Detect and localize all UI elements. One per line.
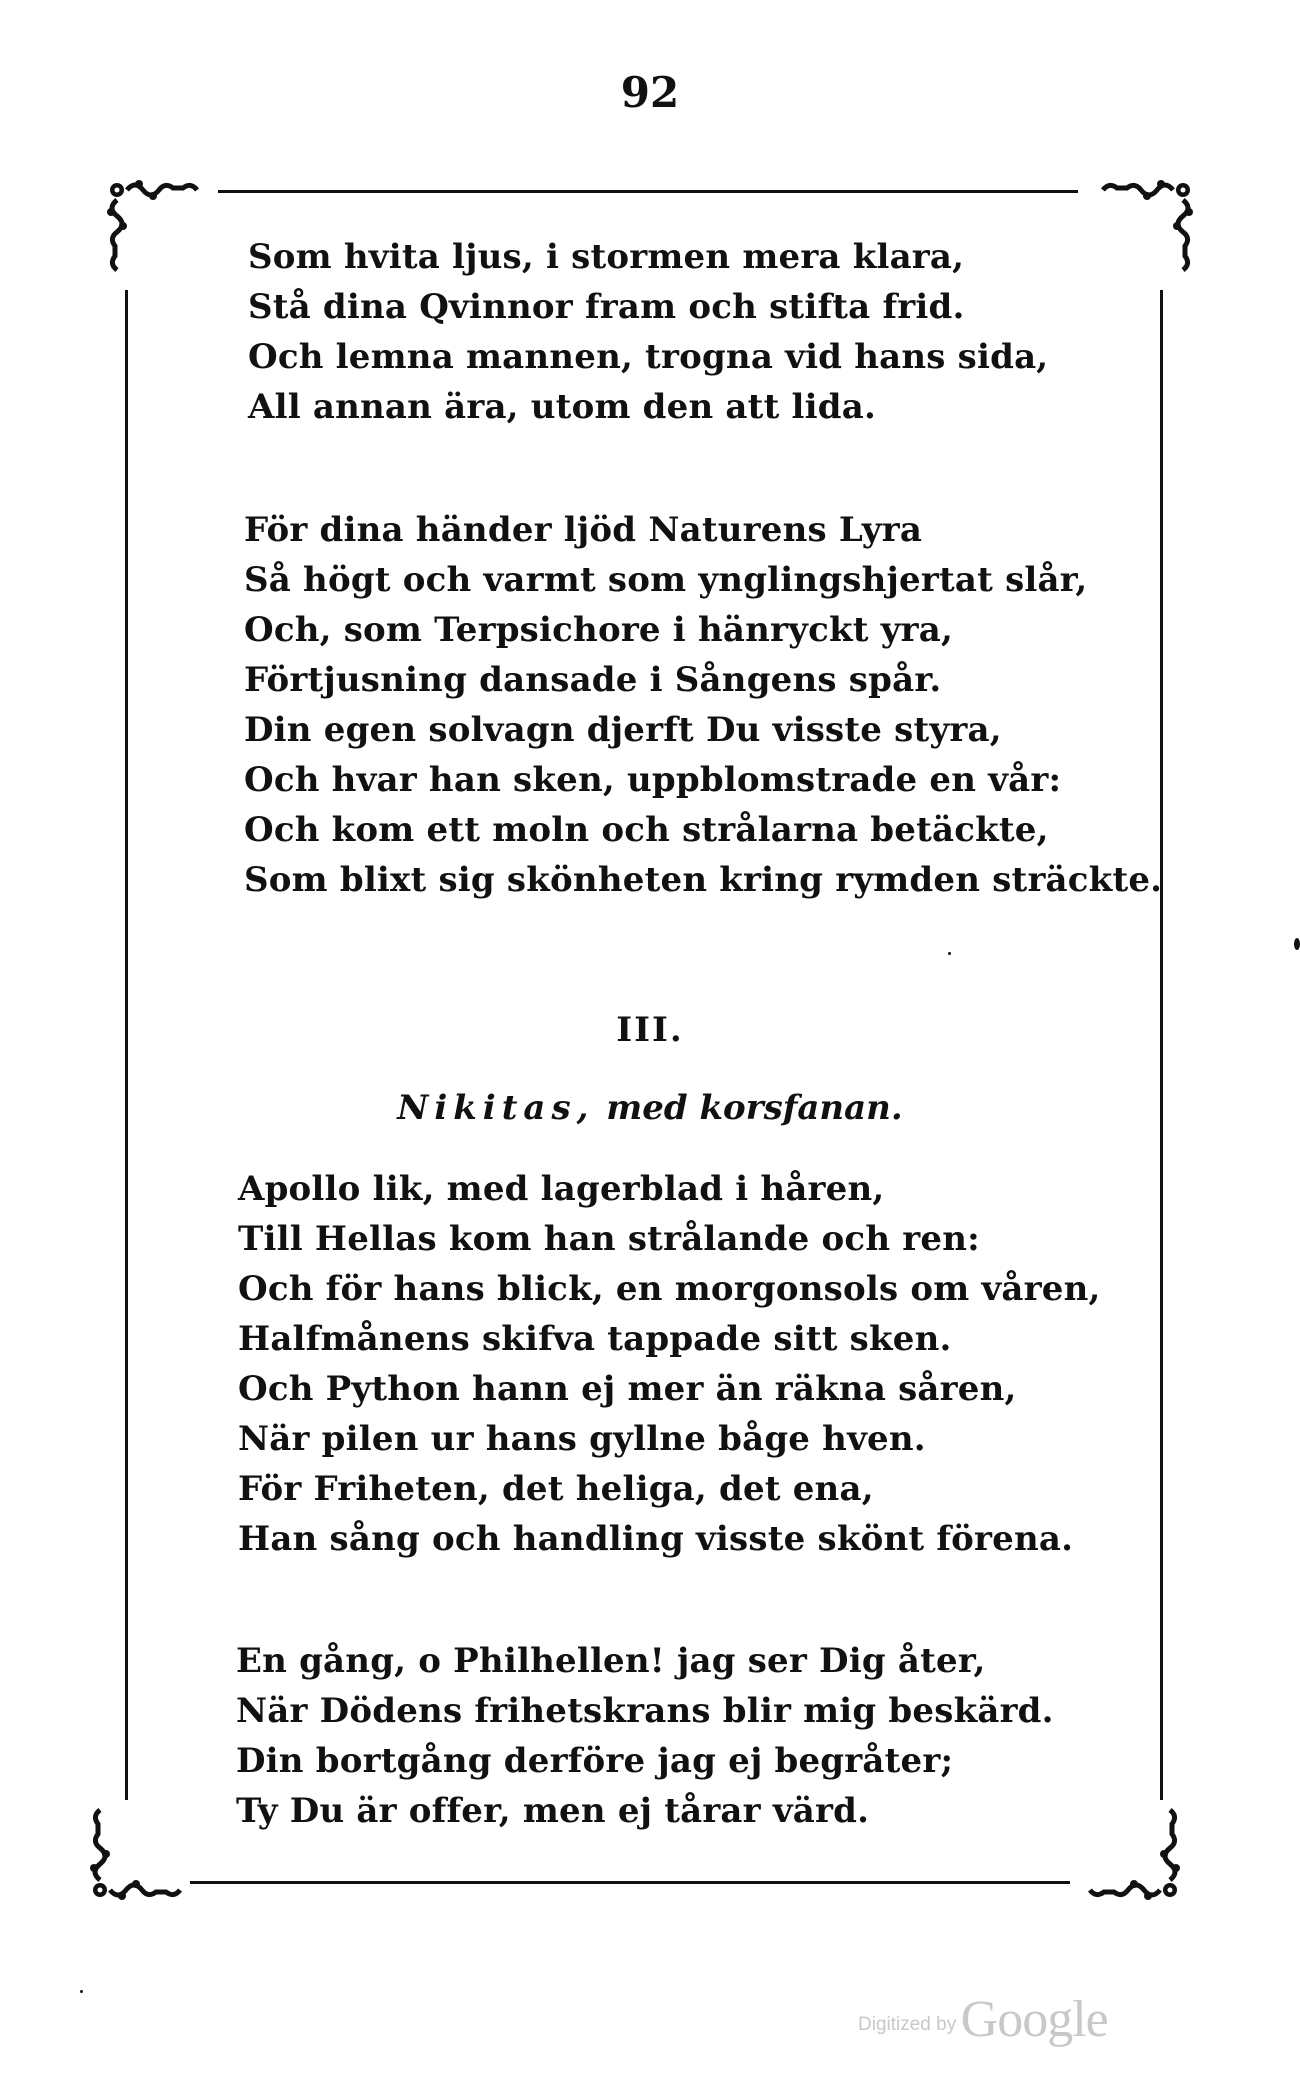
verse-line: Apollo lik, med lagerblad i håren,	[238, 1169, 885, 1209]
scan-speck	[948, 952, 951, 955]
poem-title-rest: med korsfanan.	[606, 1088, 903, 1128]
verse-line: All annan ära, utom den att lida.	[248, 387, 876, 427]
verse-line: För Friheten, det heliga, det ena,	[238, 1469, 874, 1509]
stanza-1	[248, 232, 1048, 432]
floral-corner-icon-bottom-right	[1052, 1780, 1182, 1910]
poem-title	[0, 1088, 1300, 1128]
verse-line: Din bortgång derföre jag ej begråter;	[236, 1741, 954, 1781]
frame-top-rule	[218, 190, 1078, 193]
verse-line: Din egen solvagn djerft Du visste styra,	[244, 710, 1002, 750]
verse-line: Och Python hann ej mer än räkna såren,	[238, 1369, 1017, 1409]
page-number: 92	[620, 68, 680, 117]
stanza-3	[238, 1164, 1101, 1564]
verse-line: Han sång och handling visste skönt förena.	[238, 1519, 1074, 1559]
floral-corner-icon-top-right	[1065, 170, 1195, 300]
watermark-brand: Google	[960, 1991, 1108, 2048]
verse-line: Och kom ett moln och strålarna betäckte,	[244, 810, 1049, 850]
floral-corner-icon-bottom-left	[88, 1780, 218, 1910]
verse-line: Som blixt sig skönheten kring rymden sträckte.	[244, 860, 1163, 900]
verse-line: Stå dina Qvinnor fram och stifta frid.	[248, 287, 965, 327]
verse-line: När pilen ur hans gyllne båge hven.	[238, 1419, 926, 1459]
verse-line: Förtjusning dansade i Sångens spår.	[244, 660, 942, 700]
verse-line: Och hvar han sken, uppblomstrade en vår:	[244, 760, 1062, 800]
verse-line: Och, som Terpsichore i hänryckt yra,	[244, 610, 954, 650]
watermark-prefix: Digitized by	[858, 2014, 957, 2035]
verse-line: Halfmånens skifva tappade sitt sken.	[238, 1319, 952, 1359]
verse-line: Så högt och varmt som ynglingshjertat slår,	[244, 560, 1088, 600]
frame-bottom-rule	[190, 1881, 1070, 1884]
verse-line: En gång, o Philhellen! jag ser Dig åter,	[236, 1641, 986, 1681]
verse-line: Till Hellas kom han strålande och ren:	[238, 1219, 980, 1259]
verse-line: Och lemna mannen, trogna vid hans sida,	[248, 337, 1049, 377]
scan-speck	[1294, 938, 1300, 950]
verse-line: När Dödens frihetskrans blir mig beskärd.	[236, 1691, 1054, 1731]
poem-title-name: Nikitas,	[397, 1088, 595, 1128]
verse-line: Och för hans blick, en morgonsols om våren,	[238, 1269, 1101, 1309]
scan-speck	[80, 1990, 83, 1993]
stanza-2	[244, 505, 1162, 905]
verse-line: Som hvita ljus, i stormen mera klara,	[248, 237, 965, 277]
stanza-4	[236, 1636, 1054, 1836]
verse-line: Ty Du är offer, men ej tårar värd.	[236, 1791, 870, 1831]
section-number: III.	[616, 1010, 684, 1050]
digitized-watermark	[858, 1990, 1108, 2049]
verse-line: För dina händer ljöd Naturens Lyra	[244, 510, 923, 550]
floral-corner-icon-top-left	[105, 170, 235, 300]
